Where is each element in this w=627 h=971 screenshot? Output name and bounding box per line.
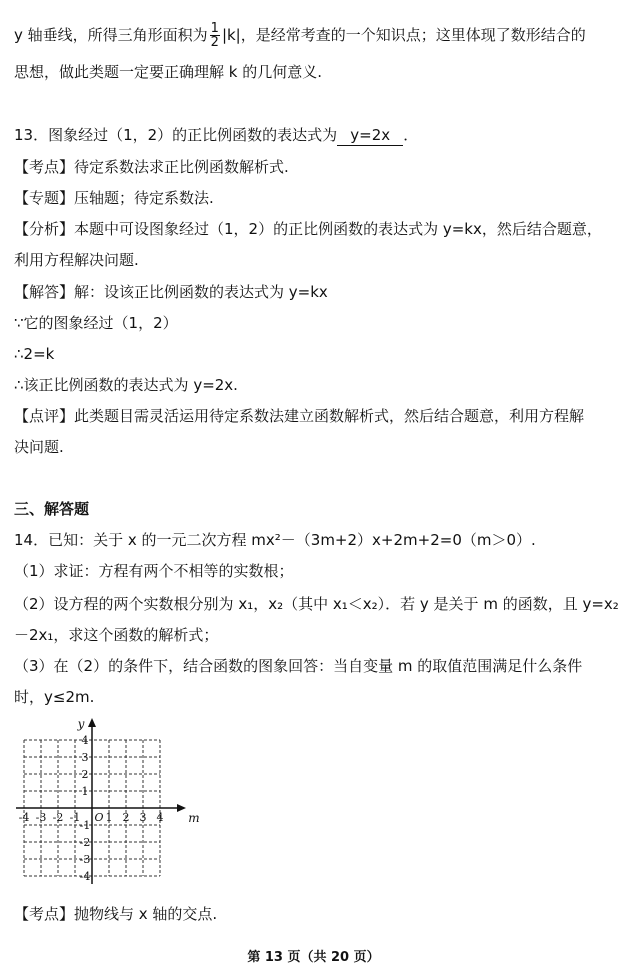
q14-part-2a: （2）设方程的两个实数根分别为 x₁，x₂（其中 x₁＜x₂）．若 y 是关于 m 的函数，且 y=x₂ <box>14 595 619 613</box>
q13-fenxi-1: 【分析】本题中可设图象经过（1，2）的正比例函数的表达式为 y=kx，然后结合题意， <box>14 220 602 238</box>
x-tick-label: -2 <box>52 811 64 824</box>
y-tick-label: -1 <box>79 819 91 832</box>
x-tick-label: -4 <box>18 811 30 824</box>
section-title: 三、解答题 <box>14 500 90 518</box>
q14-part-1: （1）求证：方程有两个不相等的实数根； <box>14 562 294 580</box>
y-tick-label: 4 <box>81 734 89 747</box>
q14-stem: 14．已知：关于 x 的一元二次方程 mx²－（3m+2）x+2m+2=0（m＞0）. <box>14 531 536 549</box>
x-tick-label: 2 <box>122 811 130 824</box>
q14-part-2b: －2x₁，求这个函数的解析式； <box>14 626 219 644</box>
x-tick-label: 1 <box>105 811 113 824</box>
y-tick-label: -3 <box>79 853 91 866</box>
coordinate-grid-svg <box>14 717 200 890</box>
q13-zhuanti: 【专题】压轴题；待定系数法. <box>14 189 214 207</box>
q13-stem: 13．图象经过（1，2）的正比例函数的表达式为 y=2x ． <box>14 126 419 144</box>
abs-k: |k| <box>221 26 241 44</box>
y-tick-label: 1 <box>81 785 89 798</box>
q13-step-1: ∵它的图象经过（1，2） <box>14 314 178 332</box>
prev-line-2: 思想，做此类题一定要正确理解 k 的几何意义. <box>14 63 322 81</box>
prev-text-a: y 轴垂线，所得三角形面积为 <box>14 26 208 44</box>
q13-step-2: ∴2=k <box>14 345 55 363</box>
y-tick-label: -4 <box>79 870 91 883</box>
x-axis-arrow <box>177 804 186 812</box>
q13-dianping-1: 【点评】此类题目需灵活运用待定系数法建立函数解析式，然后结合题意，利用方程解 <box>14 407 585 425</box>
x-tick-label: -3 <box>35 811 47 824</box>
y-tick-label: 2 <box>81 768 89 781</box>
q13-dianping-2: 决问题. <box>14 438 64 456</box>
origin-label: O <box>94 811 104 824</box>
y-axis-arrow <box>88 718 96 727</box>
q13-jieda: 【解答】解：设该正比例函数的表达式为 y=kx <box>14 283 328 301</box>
prev-text-b: ，是经常考查的一个知识点；这里体现了数形结合的 <box>240 26 586 44</box>
x-tick-label: 3 <box>139 811 147 824</box>
q13-kaodian: 【考点】待定系数法求正比例函数解析式. <box>14 158 289 176</box>
x-axis-label: m <box>188 811 200 825</box>
q14-kaodian: 【考点】抛物线与 x 轴的交点. <box>14 905 218 923</box>
y-tick-label: -2 <box>79 836 91 849</box>
page-footer: 第 13 页（共 20 页） <box>247 950 380 965</box>
q13-answer: y=2x <box>337 125 403 146</box>
fraction-one-half: $\frac{1}{2}$ <box>210 21 219 50</box>
coordinate-grid <box>14 717 200 890</box>
prev-line-1 <box>14 22 586 49</box>
y-tick-label: 3 <box>81 751 89 764</box>
q13-step-3: ∴该正比例函数的表达式为 y=2x. <box>14 376 238 394</box>
q14-part-3b: 时，y≤2m. <box>14 688 95 706</box>
x-tick-label: -1 <box>69 811 81 824</box>
x-tick-label: 4 <box>156 811 164 824</box>
q14-part-3a: （3）在（2）的条件下，结合函数的图象回答：当自变量 m 的取值范围满足什么条件 <box>14 657 583 675</box>
y-axis-label: y <box>77 717 85 731</box>
q13-fenxi-2: 利用方程解决问题. <box>14 251 139 269</box>
